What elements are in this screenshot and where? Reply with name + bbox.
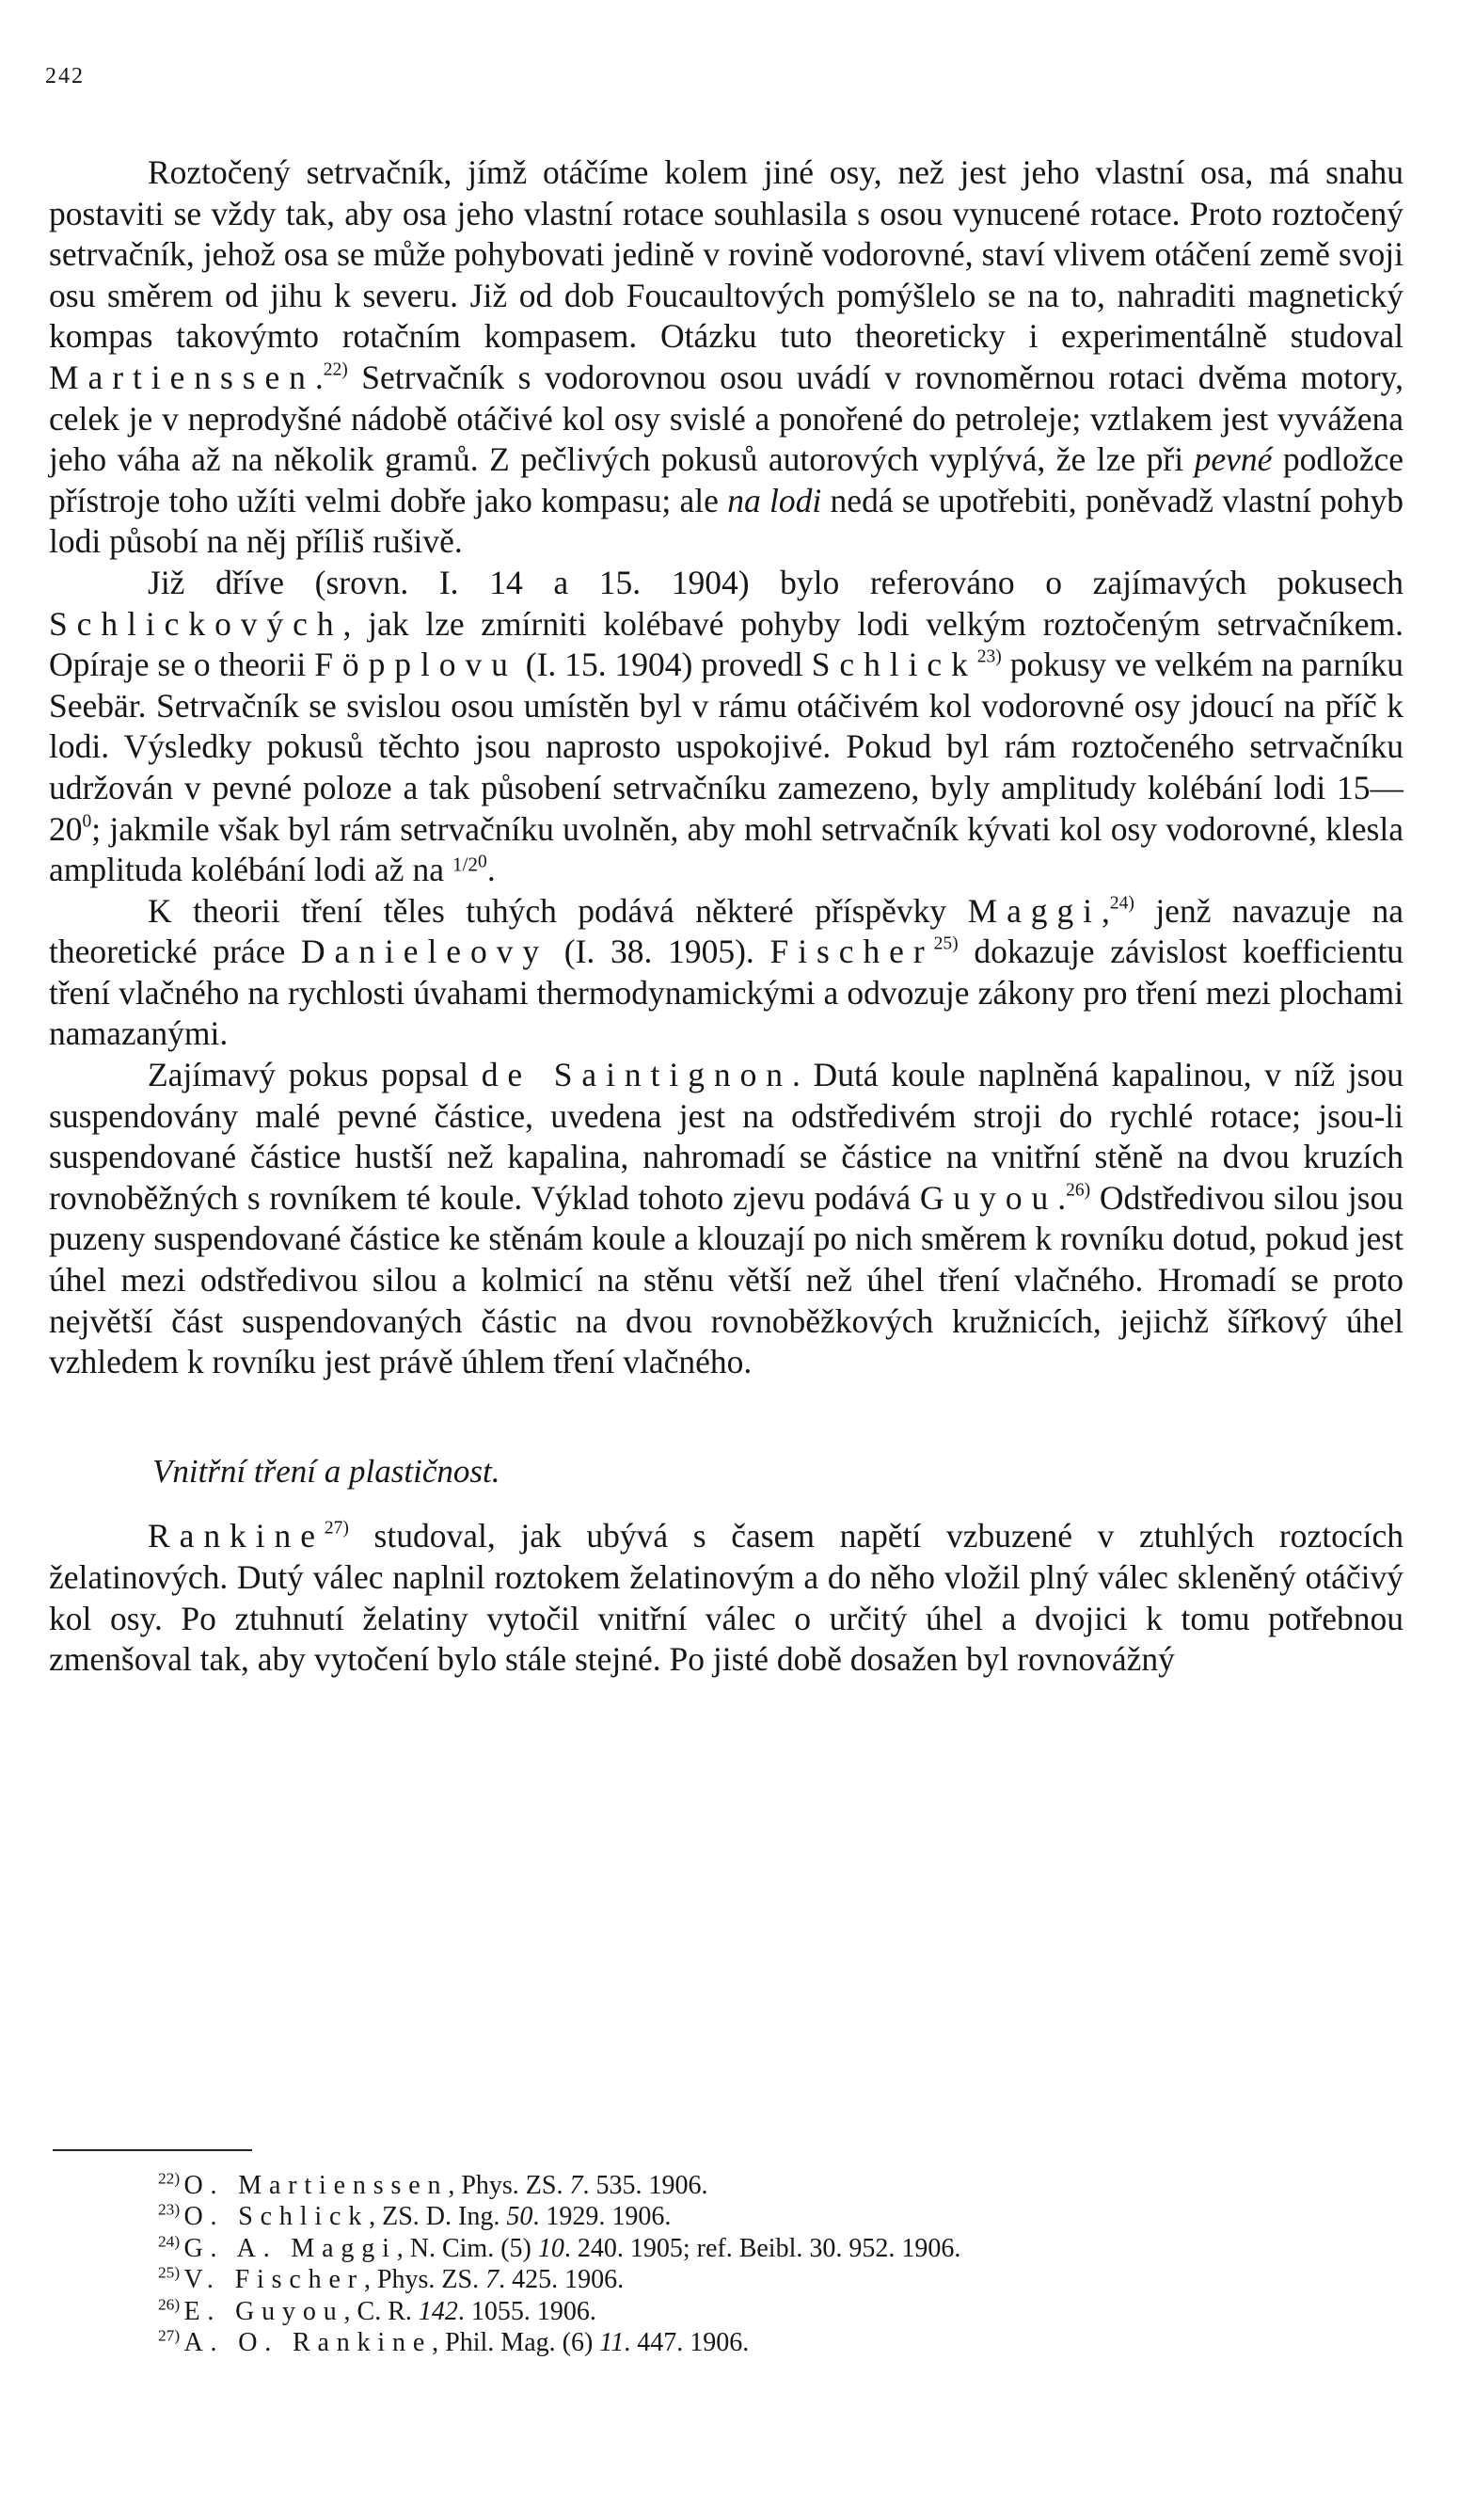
footnote-detail: . 535. 1906. [582,2171,708,2200]
spaced-name: Föpplovu [314,646,517,684]
text-run: Setrvačník s vodorovnou osou uvádí v rovnoměrnou rotaci dvěma motory, celek je v neprodyšné nádobě otáčivé kol osy svislé a ponořené do petroleje; vztlakem jest vyvážena jeho váha až na několik gramů. Z pečlivých pokusů autorových vyplývá, že lze při [49,358,1403,479]
text-run: ; jakmile však byl rám setrvačníku uvolněn, aby mohl setrvačník kývati kol osy vodorovné, klesla amplituda kolébání lodi až na [49,809,1403,889]
text-run: , [1101,891,1110,930]
text-run: . Dutá koule naplněná kapalinou, v níž jsou suspendovány malé pevné částice, uvedena jest na odstředivém stroji do rychlé rotace; jsou-li suspendované částice hustší než kapalina, nahromadí se částice na vnitřní stěně na dvou kruzích rovnoběžných s rovníkem té koule. Výklad tohoto zjevu podává [49,1056,1403,1217]
text-run: pokusy ve velkém na parníku Seebär. Setrvačník se svislou osou umístěn byl v rámu otáčivém kol vodorovné osy jdoucí na příč k lodi. Výsledky pokusů těchto jsou naprosto uspokojivé. Pokud byl rám roztočeného setrvačníku udržován v pevné poloze a tak působení setrvačníku zamezeno, byly amplitudy kolébání lodi 15—20 [49,646,1403,848]
footnote-number: 25) [158,2263,184,2282]
footnote-detail: . 425. 1906. [499,2265,625,2295]
footnote-ref: 27) [324,1518,349,1539]
footnote [158,2233,1287,2264]
text-run: jenž navazuje na theoretické práce [49,891,1403,971]
footnote-author: E. Guyou [183,2296,344,2326]
footnote-number: 27) [158,2326,184,2345]
footnote-author: A. O. Rankine [183,2328,433,2358]
text-run: nedá se upotřebiti, poněvadž vlastní pohyb lodi působí na něj příliš rušivě. [49,481,1404,561]
spaced-name: Fischer [769,933,934,971]
footnote-volume: 11 [599,2328,625,2358]
footnote-ref: 24) [1109,893,1134,914]
text-run: K theorii tření těles tuhých podává některé příspěvky [148,891,968,930]
text-run: . [486,851,496,889]
footnote [158,2264,1287,2295]
footnote-author: V. Fischer [183,2265,364,2295]
footnote-source: , Phys. ZS. [448,2171,570,2200]
paragraph [49,152,1403,563]
footnote-number: 22) [158,2169,184,2188]
text-run: . [314,358,324,396]
footnote-volume: 7 [485,2265,500,2295]
footnote-author: O. Schlick [183,2202,370,2232]
spaced-name: Rankine [148,1517,325,1555]
after-heading-paragraph-wrap [49,1516,1403,1680]
footnote [158,2201,1287,2232]
paragraph [49,563,1403,891]
spaced-name: Danieleovy [300,933,549,971]
footnote-source: , Phys. ZS. [363,2265,486,2295]
footnote-ref: 0 [478,852,487,872]
footnote-source: , ZS. D. Ing. [369,2202,507,2232]
footnote [158,2170,1287,2201]
italic-text: pevné [1194,440,1273,479]
footnote-ref: 23) [976,646,1002,667]
italic-text: na lodi [727,481,822,519]
footnote-source: , N. Cim. (5) [396,2233,538,2263]
paragraph [49,1516,1403,1680]
fraction: 1/2 [452,853,479,876]
footnote-ref: 0 [82,810,92,831]
text-run: , jak lze zmírniti kolébavé pohyby lodi velkým roztočeným setrvačníkem. Opíraje se o theorii [49,604,1403,684]
footnote [158,2296,1287,2327]
footnote-number: 23) [158,2201,184,2219]
paragraph [49,891,1403,1055]
footnote-ref: 26) [1066,1180,1091,1201]
footnote-detail: . 1055. 1906. [457,2296,596,2326]
section-heading: Vnitřní tření a plastičnost. [152,1452,500,1490]
footnote-ref: 25) [933,933,959,954]
footnote-detail: . 240. 1905; ref. Beibl. 30. 952. 1906. [563,2233,961,2263]
text-run: Odstředivou silou jsou puzeny suspendované částice ke stěnám koule a klouzají po nich směrem k rovníku dotud, pokud jest úhel mezi odstředivou silou a kolmicí na stěnu větší než úhel tření vlačného. Hromadí se proto největší část suspendovaných částic na dvou rovnoběžkových kružnicích, jejichž šířkový úhel vzhledem k rovníku jest právě úhlem tření vlačného. [49,1178,1403,1381]
text-run: (I. 38. 1905). [548,933,770,971]
text-run: studoval, jak ubývá s časem napětí vzbuzené v ztuhlých roztocích želatinových. Dutý válec naplnil roztokem želatinovým a do něho vložil plný válec skleněný otáčivý kol osy. Po ztuhnutí želatiny vytočil vnitřní válec o určitý úhel a dvojici k tomu potřebnou zmenšoval tak, aby vytočení bylo stále stejné. Po jisté době dosažen byl rovnovážný [49,1517,1403,1679]
footnote-ref: 22) [323,359,348,380]
spaced-name: Schlickových [49,604,343,643]
text-run: Již dříve (srovn. I. 14 a 15. 1904) bylo referováno o zajímavých pokusech [148,563,1403,601]
footnote-detail: . 1929. 1906. [532,2202,672,2232]
footnote-volume: 10 [537,2233,564,2263]
spaced-name: Maggi [967,891,1102,930]
footnote-volume: 142 [418,2296,458,2326]
text-run: Zajímavý pokus popsal [148,1056,482,1094]
footnote-volume: 50 [506,2202,533,2232]
body-text [49,152,1403,1681]
footnote-author: O. Martienssen [183,2171,449,2200]
footnote-number: 26) [158,2295,184,2314]
spaced-name: Martienssen [49,358,315,396]
footnote-detail: . 447. 1906. [624,2328,750,2358]
text-run: Roztočený setrvačník, jímž otáčíme kolem jiné osy, než jest jeho vlastní osa, má snahu postaviti se vždy tak, aby osa jeho vlastní rotace souhlasila s osou vynucené rotace. Proto roztočený setrvačník, jehož osa se může pohybovati jedině v rovině vodorovné, staví vlivem otáčení země svoji osu směrem od jihu k severu. Již od dob Foucaultových pomýšlelo se na to, nahraditi magnetický kompas takovýmto rotačním kompasem. Otázku tuto theoreticky i experimentálně studoval [49,153,1403,356]
text-run: podložce přístroje toho užíti velmi dobře jako kompasu; ale [49,440,1403,519]
text-run: (I. 15. 1904) provedl [516,646,812,684]
footnote [158,2327,1287,2358]
paragraph [49,1055,1403,1383]
text-run: . [1057,1178,1067,1217]
paragraphs [49,152,1403,1383]
footnote-author: G. A. Maggi [183,2233,397,2263]
footnote-rule [53,2149,252,2151]
spaced-name: de Saintignon [481,1056,792,1094]
footnote-source: , Phil. Mag. (6) [432,2328,600,2358]
spaced-name: Guyou [919,1178,1058,1217]
spaced-name: Schlick [811,646,977,684]
footnote-source: , C. R. [343,2296,419,2326]
footnotes [158,2170,1287,2358]
footnote-volume: 7 [569,2171,583,2200]
text-run: dokazuje závislost koefficientu tření vlačného na rychlosti úvahami thermodynamickými a odvozuje zákony pro tření mezi plochami namazanými. [49,933,1404,1053]
page-number: 242 [45,64,85,88]
footnote-number: 24) [158,2232,184,2251]
